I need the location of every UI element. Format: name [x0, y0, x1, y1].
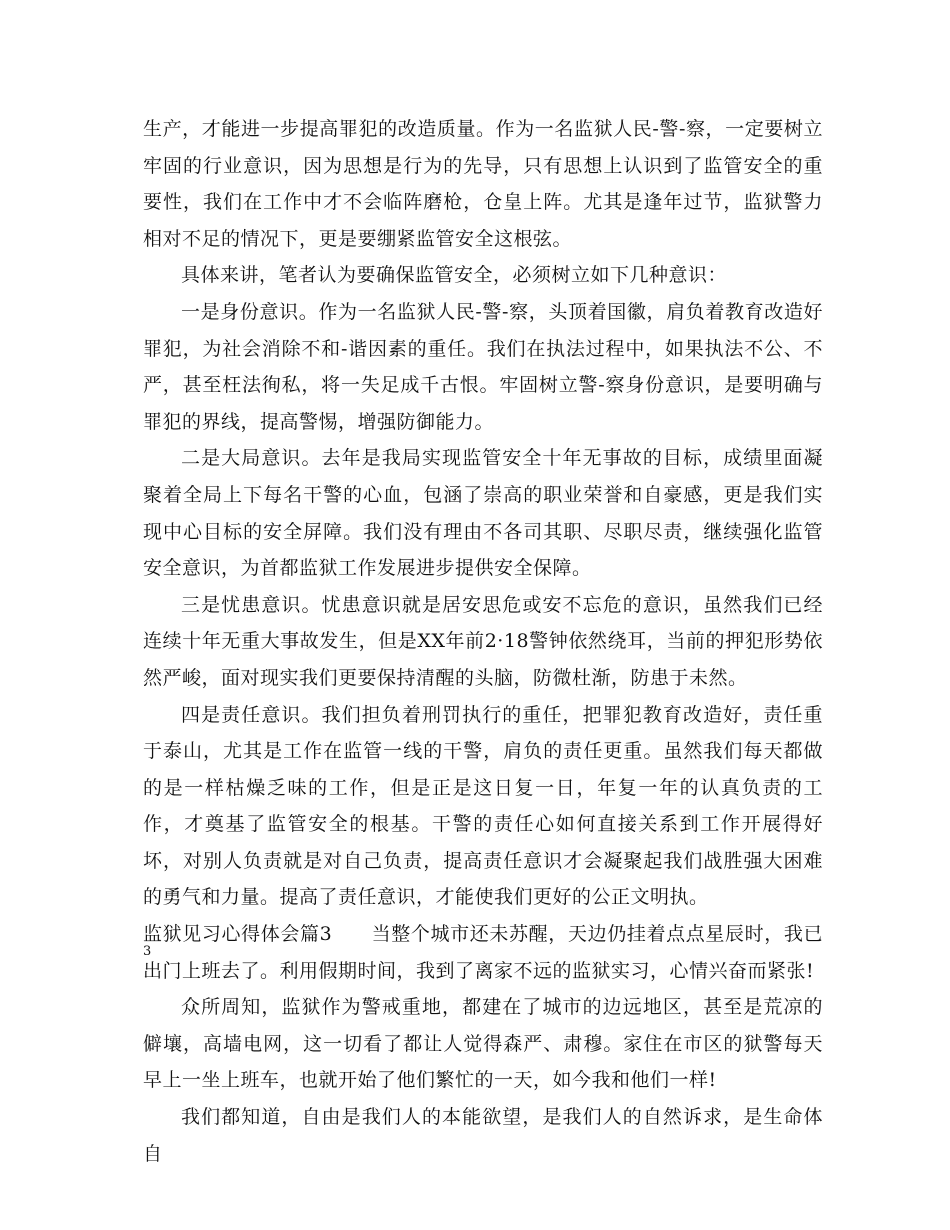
paragraph-5: 三是忧患意识。忧患意识就是居安思危或安不忘危的意识，虽然我们已经连续十年无重大事故发生，但是XX年前2·18警钟依然绕耳，当前的押犯形势依然严峻，面对现实我们更要保持清醒的头脑，防微杜渐，防患于未然。 — [143, 593, 823, 689]
paragraph-7: 监狱见习心得体会篇3 当整个城市还未苏醒，天边仍挂着点点星辰时，我已出门上班去了。利用假期时间，我到了离家不远的监狱实习，心情兴奋而紧张! — [143, 923, 823, 982]
paragraph-9: 我们都知道，自由是我们人的本能欲望，是我们人的自然诉求，是生命体自 — [143, 1106, 823, 1165]
paragraph-4: 二是大局意识。去年是我局实现监管安全十年无事故的目标，成绩里面凝聚着全局上下每名干警的心血，包涵了崇高的职业荣誉和自豪感，更是我们实现中心目标的安全屏障。我们没有理由不各司其职、尽职尽责，继续强化监管安全意识，为首都监狱工作发展进步提供安全保障。 — [143, 447, 823, 580]
page-number: 3 — [143, 944, 152, 959]
paragraph-2: 具体来讲，笔者认为要确保监管安全，必须树立如下几种意识： — [181, 264, 728, 287]
paragraph-6: 四是责任意识。我们担负着刑罚执行的重任，把罪犯教育改造好，责任重于泰山，尤其是工作在监管一线的干警，肩负的责任更重。虽然我们每天都做的是一样枯燥乏味的工作，但是正是这日复一日，年复一年的认真负责的工作，才奠基了监管安全的根基。干警的责任心如何直接关系到工作开展得好坏，对别人负责就是对自己负责，提高责任意识才会凝聚起我们战胜强大困难的勇气和力量。提高了责任意识，才能使我们更好的公正文明执。 — [143, 703, 823, 909]
paragraph-1: 生产，才能进一步提高罪犯的改造质量。作为一名监狱人民-警-察，一定要树立牢固的行业意识，因为思想是行为的先导，只有思想上认识到了监管安全的重要性，我们在工作中才不会临阵磨枪，仓皇上阵。尤其是逢年过节，监狱警力相对不足的情况下，更是要绷紧监管安全这根弦。 — [143, 118, 823, 250]
paragraph-8: 众所周知，监狱作为警戒重地，都建在了城市的边远地区，甚至是荒凉的僻壤，高墙电网，这一切看了都让人觉得森严、肃穆。家住在市区的狱警每天早上一坐上班车，也就开始了他们繁忙的一天，如今我和他们一样! — [143, 996, 823, 1092]
paragraph-3: 一是身份意识。作为一名监狱人民-警-察，头顶着国徽，肩负着教育改造好罪犯，为社会消除不和-谐因素的重任。我们在执法过程中，如果执法不公、不严，甚至枉法徇私，将一失足成千古恨。牢固树立警-察身份意识，是要明确与罪犯的界线，提高警惕，增强防御能力。 — [143, 300, 823, 433]
document-body — [143, 111, 823, 1172]
